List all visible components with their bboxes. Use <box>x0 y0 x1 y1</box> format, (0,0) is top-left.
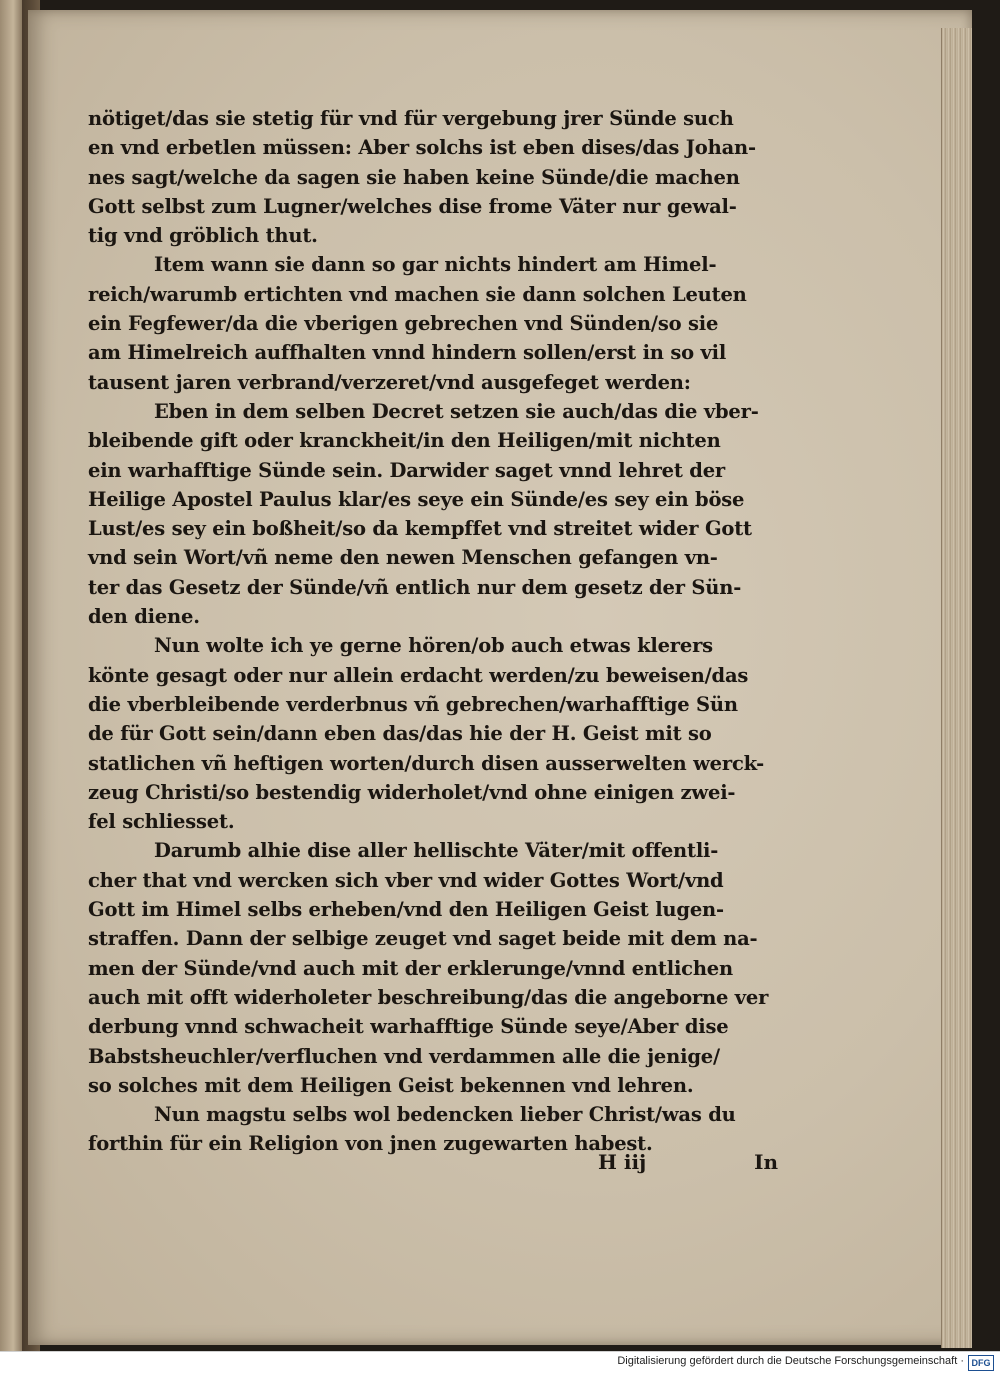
paragraph-start-line: Eben in dem selben Decret setzen sie auch/das die vber- <box>154 399 759 423</box>
text-line: am Himelreich auffhalten vnnd hindern sollen/erst in so vil <box>88 341 727 365</box>
funding-credit: Digitalisierung gefördert durch die Deutsche Forschungsgemeinschaft · <box>617 1355 964 1367</box>
text-line: nes sagt/welche da sagen sie haben keine Sünde/die machen <box>88 165 740 189</box>
signature-mark: H iij <box>598 1150 647 1174</box>
text-line: straffen. Dann der selbige zeuget vnd saget beide mit dem na- <box>88 927 758 951</box>
paragraph-start-line: Nun wolte ich ye gerne hören/ob auch etwas klerers <box>154 634 713 658</box>
text-line: nötiget/das sie stetig für vnd für vergebung jrer Sünde such <box>88 107 734 130</box>
text-line: Gott selbst zum Lugner/welches dise frome Väter nur gewal- <box>88 194 737 218</box>
text-line: reich/warumb ertichten vnd machen sie dann solchen Leuten <box>88 282 747 306</box>
paragraph-start-line: Darumb alhie dise aller hellischte Väter/mit offentli- <box>154 839 719 863</box>
paragraph-start-line: Nun magstu selbs wol bedencken lieber Christ/was du <box>154 1103 736 1127</box>
paragraph-start-line: Item wann sie dann so gar nichts hindert am Himel- <box>154 253 717 277</box>
text-line: den diene. <box>88 605 200 629</box>
text-line: so solches mit dem Heiligen Geist bekennen vnd lehren. <box>88 1073 694 1097</box>
facing-page-edge <box>0 0 22 1352</box>
text-line: statlichen vñ heftigen worten/durch disen ausserwelten werck- <box>88 751 765 775</box>
text-line: ein Fegfewer/da die vberigen gebrechen vnd Sünden/so sie <box>88 312 719 336</box>
text-line: Heilige Apostel Paulus klar/es seye ein Sünde/es sey ein böse <box>88 487 745 511</box>
page-edge-stack <box>941 28 972 1348</box>
text-line: bleibende gift oder kranckheit/in den Heiligen/mit nichten <box>88 429 721 453</box>
text-line: zeug Christi/so bestendig widerholet/vnd ohne einigen zwei- <box>88 780 736 804</box>
text-line: cher that vnd wercken sich vber vnd wider Gottes Wort/vnd <box>88 868 724 892</box>
text-line: de für Gott sein/dann eben das/das hie der H. Geist mit so <box>88 722 712 746</box>
text-line: forthin für ein Religion von jnen zugewarten habest. <box>88 1132 653 1156</box>
dfg-logo: DFG <box>968 1355 994 1371</box>
text-line: Lust/es sey ein boßheit/so da kempffet vnd streitet wider Gott <box>88 517 752 541</box>
text-line: derbung vnnd schwacheit warhafftige Sünde seye/Aber dise <box>88 1015 729 1039</box>
text-line: vnd sein Wort/vñ neme den newen Menschen gefangen vn- <box>88 546 718 570</box>
text-line: könte gesagt oder nur allein erdacht werden/zu beweisen/das <box>88 663 749 687</box>
text-line: ter das Gesetz der Sünde/vñ entlich nur dem gesetz der Sün- <box>88 575 742 599</box>
catchword: In <box>754 1150 778 1174</box>
text-line: fel schliesset. <box>88 810 235 834</box>
digitization-footer <box>0 1351 1000 1373</box>
text-line: men der Sünde/vnd auch mit der erklerunge/vnnd entlichen <box>88 956 733 980</box>
page-text-block <box>88 104 788 1159</box>
text-line: die vberbleibende verderbnus vñ gebrechen/warhafftige Sün <box>88 692 738 716</box>
text-line: tausent jaren verbrand/verzeret/vnd ausgefeget werden: <box>88 370 691 394</box>
text-line: en vnd erbetlen müssen: Aber solchs ist eben dises/das Johan- <box>88 136 756 160</box>
text-line: tig vnd gröblich thut. <box>88 224 318 248</box>
text-line: ein warhafftige Sünde sein. Darwider saget vnnd lehret der <box>88 458 725 482</box>
text-line: Gott im Himel selbs erheben/vnd den Heiligen Geist lugen- <box>88 898 724 922</box>
page-footer-marks <box>88 1150 788 1182</box>
text-line: Babstsheuchler/verfluchen vnd verdammen alle die jenige/ <box>88 1044 720 1068</box>
text-line: auch mit offt widerholeter beschreibung/das die angeborne ver <box>88 985 769 1009</box>
